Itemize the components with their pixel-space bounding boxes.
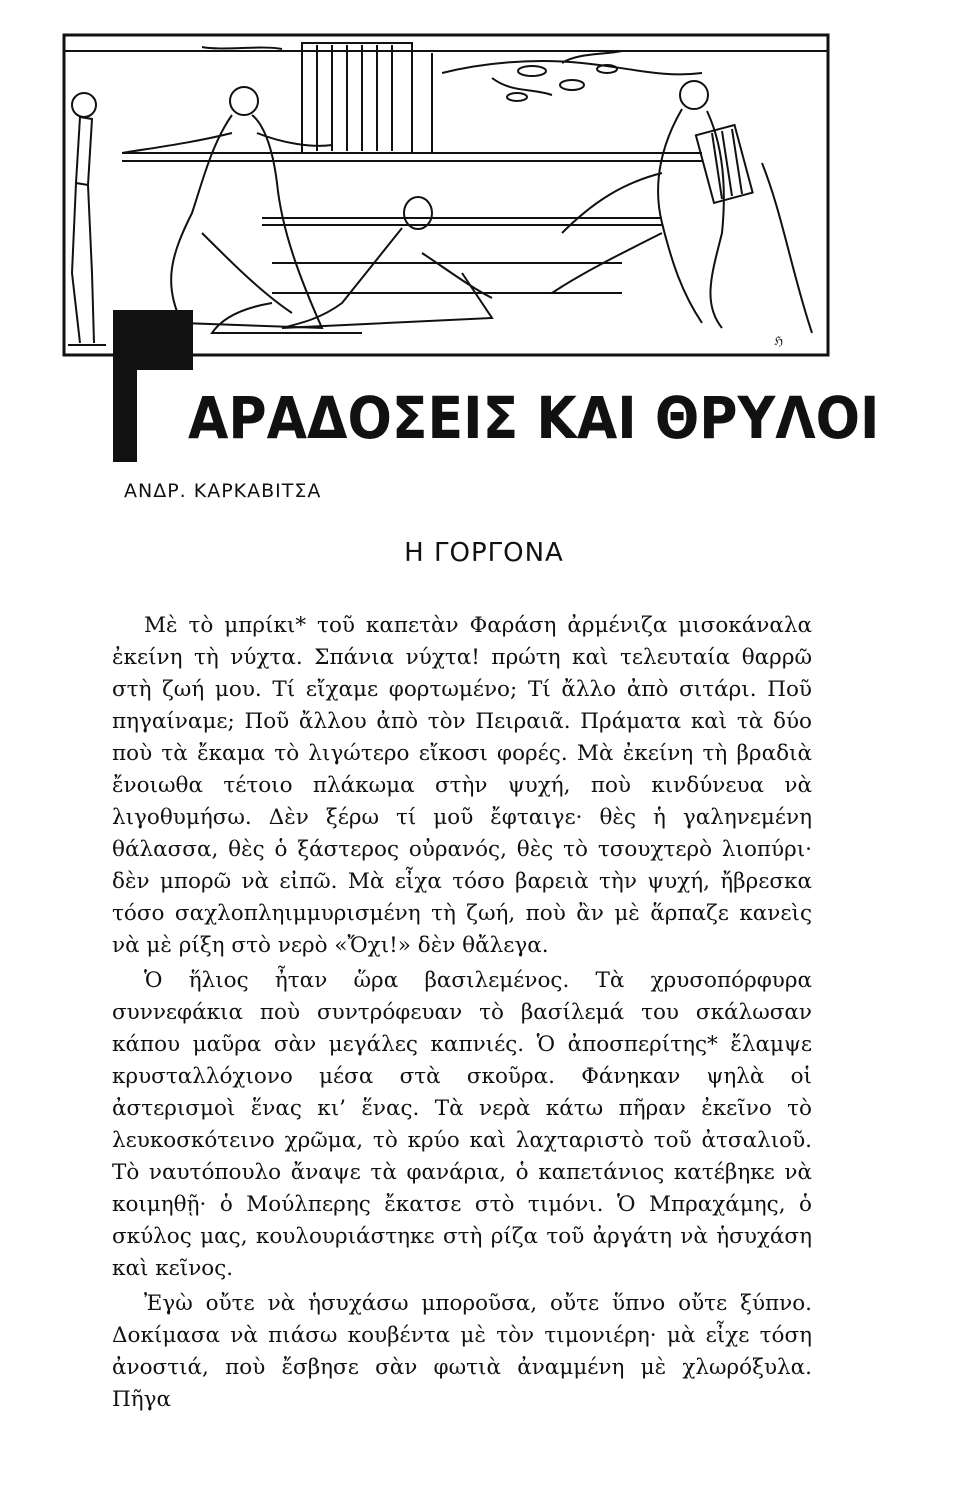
paragraph: Ἐγὼ οὔτε νὰ ἡσυχάσω μποροῦσα, οὔτε ὕπνο οὔτε ξύπνο. Δοκίμασα νὰ πιάσω κουβέντα μὲ τὸν τιμονιέρη· μὰ εἶχε τόση ἀνοστιά, ποὺ ἔσβησε σὰν φωτιὰ ἀναμμένη μὲ χλωρόξυλα. Πῆγα	[112, 1291, 812, 1412]
columns-graphic	[122, 43, 702, 293]
lyre-player-figure	[552, 81, 812, 333]
story-title: Η ΓΟΡΓΟΝΑ	[404, 538, 564, 568]
paragraph: Ὁ ἥλιος ἦταν ὥρα βασιλεμένος. Τὰ χρυσοπόρφυρα συννεφάκια ποὺ συντρόφευαν τὸ βασίλεμά του σκάλωσαν κάπου μαῦρα σὰν μεγάλες καπνιές. Ὁ ἀποσπερίτης* ἔλαμψε κρυσταλλόχιονο μέσα στὰ σκοῦρα. Φάνηκαν ψηλὰ οἱ ἀστερισμοὶ ἕνας κι’ ἕνας. Τὰ νερὰ κάτω πῆραν ἐκεῖνο τὸ λευκοσκότεινο χρῶμα, τὸ κρύο καὶ λαχταριστὸ τοῦ ἀτσαλιοῦ. Τὸ ναυτόπουλο ἄναψε τὰ φανάρια, ὁ καπετάνιος κατέβηκε νὰ κοιμηθῇ· ὁ Μούλπερης ἔκατσε στὸ τιμόνι. Ὁ Μπραχάμης, ὁ σκύλος μας, κουλουριάστηκε στὴ ρίζα τοῦ ἀργάτη νὰ ἡσυχάση καὶ κεῖνος.	[112, 968, 812, 1281]
artist-monogram: ℌ	[774, 334, 784, 348]
drop-cap-p	[113, 310, 193, 462]
story-body	[112, 610, 812, 1416]
section-heading: ΑΡΑΔΟΣΕΙΣ ΚΑΙ ΘΡΥΛΟΙ	[188, 384, 880, 452]
tree-branch-graphic	[202, 47, 702, 101]
seated-figure-left	[122, 87, 332, 328]
header-illustration	[62, 33, 830, 357]
author-name: ΑΝΔΡ. ΚΑΡΚΑΒΙΤΣΑ	[124, 480, 322, 502]
child-figure	[68, 93, 106, 345]
paragraph: Μὲ τὸ μπρίκι* τοῦ καπετὰν Φαράση ἀρμένιζα μισοκάναλα ἐκείνη τὴ νύχτα. Σπάνια νύχτα! πρώτη καὶ τελευταία θαρρῶ στὴ ζωή μου. Τί εἴχαμε φορτωμένο; Τί ἄλλο ἀπὸ σιτάρι. Ποῦ πηγαίναμε; Ποῦ ἄλλου ἀπὸ τὸν Πειραιᾶ. Πράματα καὶ τὰ δύο ποὺ τὰ ἔκαμα τὸ λιγώτερο εἴκοσι φορές. Μὰ ἐκείνη τὴ βραδιὰ ἔνοιωθα τέτοιο πλάκωμα στὴν ψυχή, ποὺ κινδύνευα νὰ λιγοθυμήσω. Δὲν ξέρω τί μοῦ ἔφταιγε· θὲς ἡ γαληνεμένη θάλασσα, θὲς ὁ ξάστερος οὐρανός, θὲς τὸ τσουχτερὸ λιοπύρι· δὲν μπορῶ νὰ εἰπῶ. Μὰ εἶχα τόσο βαρειὰ τὴν ψυχή, ἤβρεσκα τόσο σαχλοπληιμμυρισμένη τὴ ζωή, ποὺ ἂν μὲ ἅρπαζε κανεὶς νὰ μὲ ρίξη στὸ νερὸ «Ὄχι!» δὲν θἄλεγα.	[112, 613, 812, 958]
